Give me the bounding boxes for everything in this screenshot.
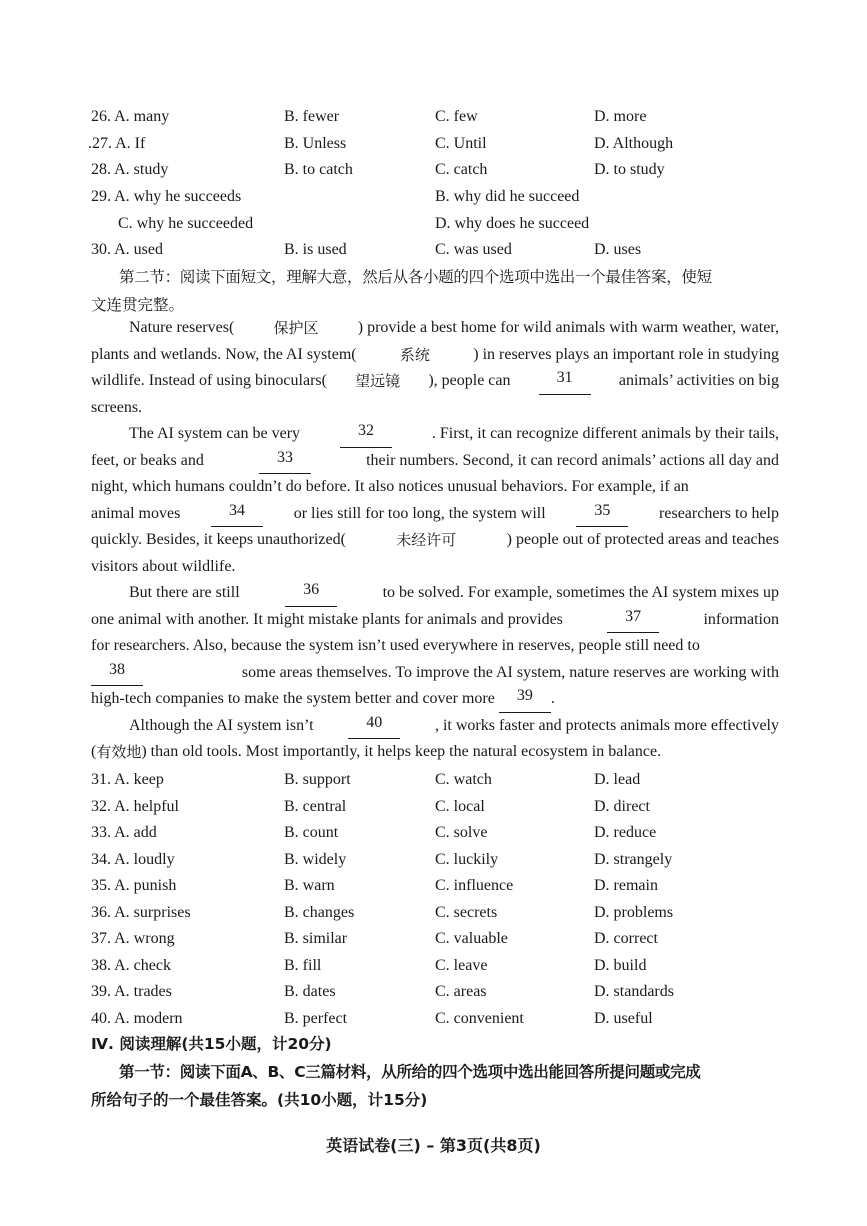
option-row-27 — [0, 132, 867, 156]
option-a: A. study — [114, 161, 169, 178]
option-c: C. catch — [435, 161, 488, 178]
section2-line1: 第二节：阅读下面短文，理解大意，然后从各小题的四个选项中选出一个最佳答案，使短 — [119, 268, 712, 286]
option-c: C. luckily — [435, 850, 499, 868]
question-number: 37. — [91, 930, 111, 947]
passage-line: Nature reserves( 保护区 ) provide a best home for wild animals with warm weather, water, — [129, 319, 779, 337]
option-a: A. punish — [114, 877, 177, 894]
option-c: C. local — [435, 797, 485, 815]
option-row-31 — [0, 768, 867, 792]
blank-35: 35 — [576, 501, 628, 528]
option-b: B. perfect — [284, 1009, 348, 1027]
blank-37: 37 — [607, 607, 659, 634]
option-b: B. support — [284, 771, 351, 788]
passage-line: visitors about wildlife. — [91, 557, 236, 575]
option-d: D. to study — [594, 161, 665, 178]
blank-40: 40 — [348, 713, 400, 740]
option-d: D. problems — [594, 903, 674, 921]
passage-line: Although the AI system isn’t 40 , it works faster and protects animals more effectively — [91, 713, 779, 740]
option-a: A. loudly — [114, 850, 175, 868]
question-number: 38. — [91, 956, 111, 974]
section2-instruction — [91, 263, 779, 319]
option-b: B. widely — [284, 850, 347, 868]
option-row-34 — [0, 848, 867, 872]
option-a: A. check — [114, 956, 171, 974]
option-d: D. standards — [594, 983, 674, 1000]
option-d: D. build — [594, 956, 647, 974]
passage-line: high-tech companies to make the system better and cover more 39 . — [91, 686, 779, 713]
option-a: A. surprises — [114, 903, 191, 921]
option-c: C. watch — [435, 771, 492, 788]
option-row-33 — [0, 821, 867, 845]
option-a: A. keep — [114, 771, 164, 788]
passage-line: 38 some areas themselves. To improve the AI system, nature reserves are working with — [91, 660, 779, 687]
option-row-36 — [0, 901, 867, 925]
question-number: 28. — [91, 161, 111, 178]
option-c: C. solve — [435, 824, 488, 841]
option-a: A. add — [114, 824, 157, 841]
option-a: 30. A. used — [91, 241, 163, 258]
option-b: B. central — [284, 797, 347, 815]
passage-line: plants and wetlands. Now, the AI system( 系统 ) in reserves plays an important role in studying — [91, 345, 779, 364]
question-number: 36. — [91, 903, 111, 921]
option-b: B. warn — [284, 877, 335, 894]
option-b: B. fewer — [284, 108, 340, 125]
question-number: 34. — [91, 850, 111, 868]
option-b: B. dates — [284, 983, 336, 1000]
blank-31: 31 — [539, 368, 591, 395]
part4-instruction — [91, 1058, 779, 1114]
passage-line: one animal with another. It might mistake plants for animals and provides 37 information — [91, 607, 779, 634]
blank-36: 36 — [285, 580, 337, 607]
option-a: A. wrong — [114, 930, 175, 947]
section2-line2: 文连贯完整。 — [91, 296, 185, 314]
option-d: D. direct — [594, 797, 650, 815]
option-d: D. uses — [594, 241, 642, 258]
question-number: 35. — [91, 877, 111, 894]
passage-line: for researchers. Also, because the system isn’t used everywhere in reserves, people still need to — [91, 637, 700, 654]
question-number: 32. — [91, 797, 111, 815]
option-row-29b — [0, 212, 867, 236]
option-b: B. fill — [284, 956, 322, 974]
question-number: 31. — [91, 771, 111, 788]
option-b: B. similar — [284, 930, 348, 947]
blank-34: 34 — [211, 501, 263, 528]
option-row-26 — [0, 105, 867, 129]
option-c: C. influence — [435, 877, 514, 894]
option-c: C. leave — [435, 956, 488, 974]
passage-line: animal moves 34 or lies still for too long, the system will 35 researchers to help — [91, 501, 779, 528]
option-d: D. strangely — [594, 850, 673, 868]
option-row-39 — [0, 980, 867, 1004]
question-number: .27. — [88, 135, 112, 152]
question-number: 40. — [91, 1009, 111, 1027]
option-a: 29. A. why he succeeds — [91, 188, 242, 205]
option-d: D. remain — [594, 877, 658, 894]
option-row-29a — [0, 185, 867, 209]
option-d: D. useful — [594, 1009, 653, 1027]
option-d: D. Although — [594, 135, 674, 152]
option-row-30 — [0, 238, 867, 262]
option-c: C. secrets — [435, 903, 498, 921]
passage-line: quickly. Besides, it keeps unauthorized( 未经许可 ) people out of protected areas and teaches — [91, 531, 779, 549]
passage-line: But there are still 36 to be solved. For example, sometimes the AI system mixes up — [91, 580, 779, 607]
option-d: D. why does he succeed — [435, 215, 590, 232]
option-row-37 — [0, 927, 867, 951]
option-b: B. changes — [284, 903, 355, 921]
option-b: B. to catch — [284, 161, 353, 178]
option-a: A. If — [115, 135, 146, 152]
option-row-38 — [0, 954, 867, 978]
option-d: D. reduce — [594, 824, 657, 841]
option-d: D. correct — [594, 930, 658, 947]
option-c: C. areas — [435, 983, 487, 1000]
option-d: D. more — [594, 108, 647, 125]
question-number: 26. — [91, 108, 111, 125]
option-c: C. Until — [435, 135, 487, 152]
part4-heading: Ⅳ. 阅读理解(共15小题，计20分) — [91, 1035, 332, 1053]
passage-line: night, which humans couldn’t do before. It also notices unusual behaviors. For example, if an — [91, 478, 689, 495]
option-c: C. convenient — [435, 1009, 524, 1027]
option-row-28 — [0, 158, 867, 182]
passage — [91, 315, 779, 766]
option-c: C. was used — [435, 241, 512, 258]
passage-line: The AI system can be very 32 . First, it can recognize different animals by their tails, — [91, 421, 779, 448]
page-footer: 英语试卷(三) – 第3页(共8页) — [326, 1136, 541, 1155]
passage-line: screens. — [91, 398, 143, 416]
passage-line: ( 有效地 ) than old tools. Most importantly, it helps keep the natural ecosystem in balance. — [91, 743, 662, 761]
part4-line1: 第一节：阅读下面A、B、C三篇材料，从所给的四个选项中选出能回答所提问题或完成 — [119, 1063, 701, 1081]
question-number: 39. — [91, 983, 111, 1000]
part4-line2: 所给句子的一个最佳答案。(共10小题，计15分) — [91, 1091, 428, 1109]
option-row-35 — [0, 874, 867, 898]
blank-39: 39 — [499, 686, 551, 713]
option-a: A. modern — [114, 1009, 183, 1027]
option-b: B. why did he succeed — [435, 188, 580, 205]
option-c: C. few — [435, 108, 478, 125]
option-b: B. Unless — [284, 135, 347, 152]
option-a: A. trades — [114, 983, 172, 1000]
option-row-32 — [0, 795, 867, 819]
option-b: B. count — [284, 824, 339, 841]
option-a: A. many — [114, 108, 170, 125]
option-b: B. is used — [284, 241, 347, 258]
option-row-40 — [0, 1007, 867, 1031]
option-c: C. why he succeeded — [118, 215, 254, 232]
passage-line: wildlife. Instead of using binoculars( 望远镜 ), people can 31 animals’ activities on big — [91, 368, 779, 395]
question-number: 33. — [91, 824, 111, 841]
blank-33: 33 — [259, 448, 311, 475]
blank-38: 38 — [91, 660, 143, 687]
option-a: A. helpful — [114, 797, 179, 815]
option-c: C. valuable — [435, 930, 508, 947]
passage-line: feet, or beaks and 33 their numbers. Second, it can record animals’ actions all day and — [91, 448, 779, 475]
option-d: D. lead — [594, 771, 641, 788]
blank-32: 32 — [340, 421, 392, 448]
